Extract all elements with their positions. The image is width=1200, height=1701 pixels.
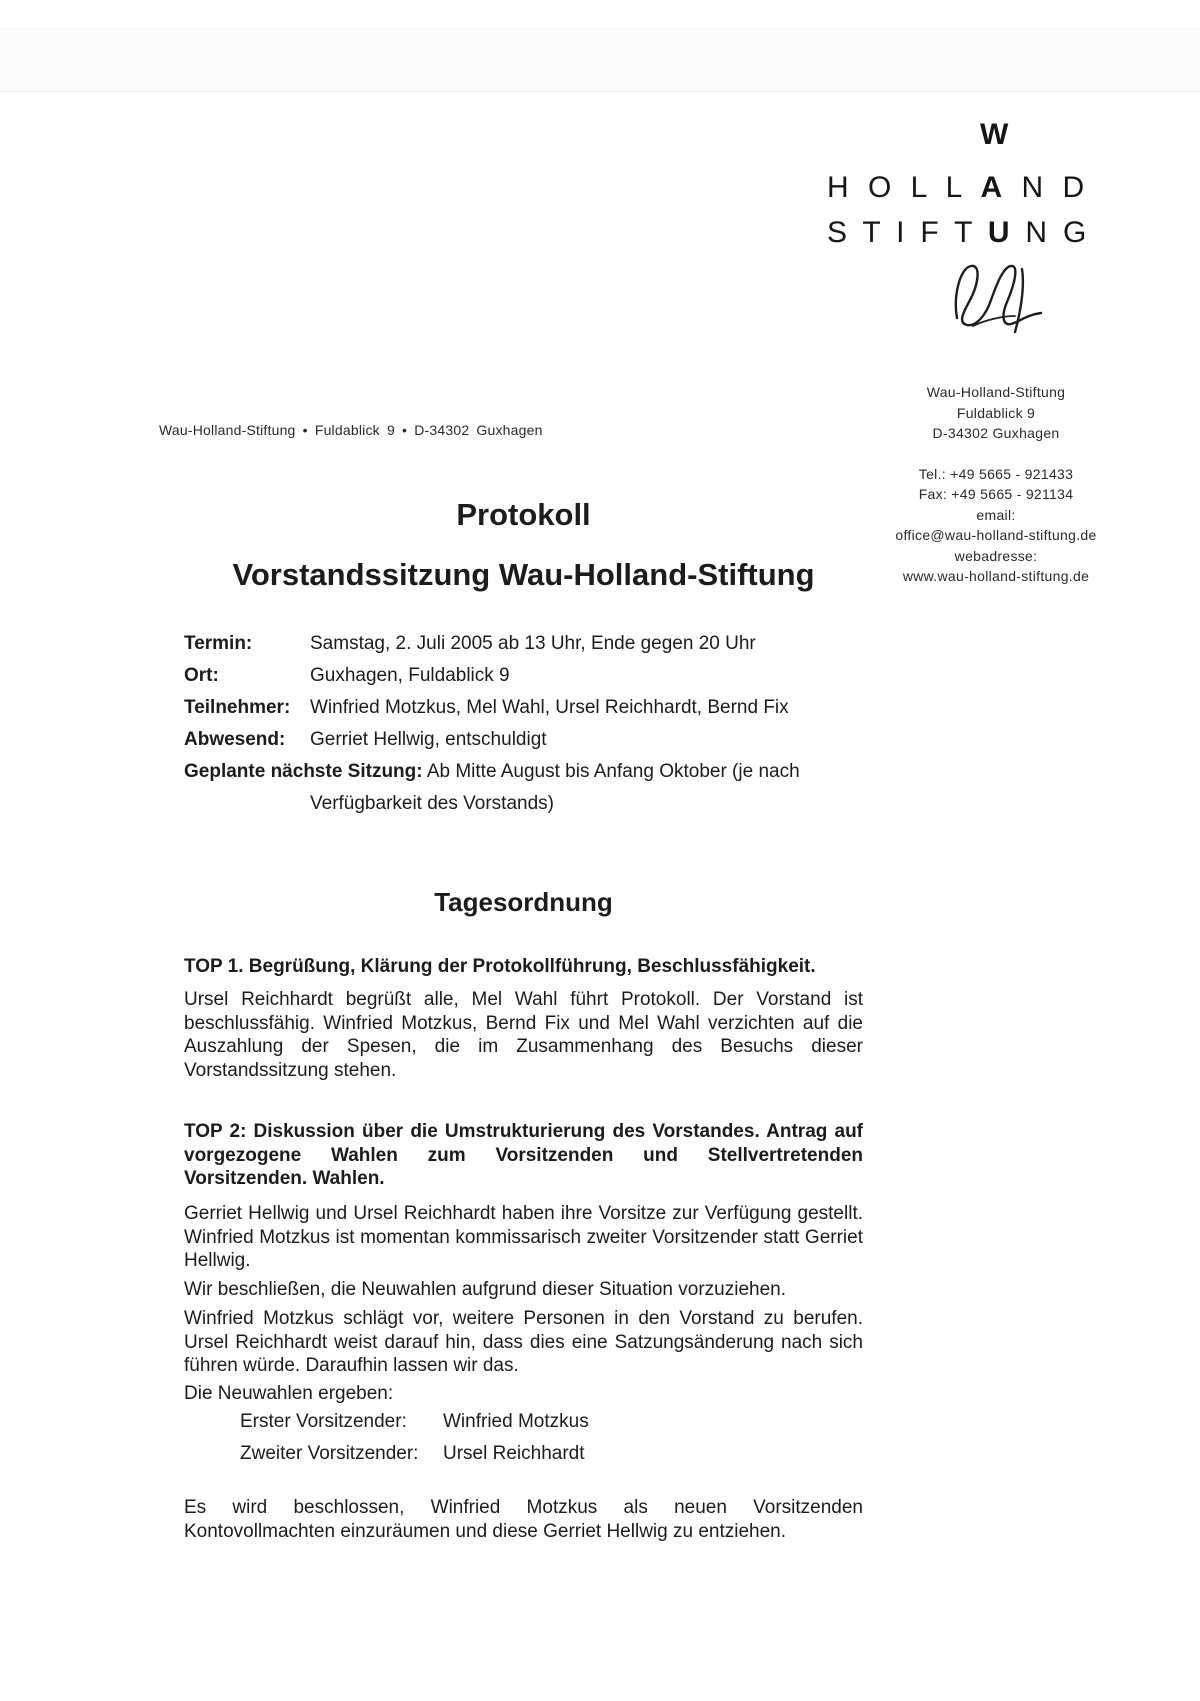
- top2-paragraph-4: Die Neuwahlen ergeben:: [184, 1383, 394, 1404]
- logo-line-w: W: [980, 118, 1009, 151]
- address-line: Fuldablick 9: [956, 404, 1036, 421]
- detail-value: Guxhagen, Fuldablick 9: [310, 665, 510, 686]
- top2-paragraph-1: Gerriet Hellwig und Ursel Reichhardt haben ihre Vorsitze zur Verfügung gestellt. Winfried Motzkus ist momentan kommissarisch zweiter Vorsitzender statt Gerriet Hellwig.: [184, 1203, 863, 1271]
- top1-heading: TOP 1. Begrüßung, Klärung der Protokollführung, Beschlussfähigkeit.: [184, 956, 816, 977]
- detail-row-termin: [184, 628, 863, 660]
- detail-label: Termin:: [184, 633, 253, 654]
- detail-label: Teilnehmer:: [184, 697, 291, 718]
- email-address: office@wau-holland-stiftung.de: [895, 527, 1097, 543]
- election-value: Winfried Motzkus: [443, 1411, 589, 1432]
- phone-line: Tel.: +49 5665 - 921433: [918, 465, 1074, 482]
- detail-row-abwesend: [184, 724, 863, 756]
- top2-paragraph-2: Wir beschließen, die Neuwahlen aufgrund dieser Situation vorzuziehen.: [184, 1279, 787, 1300]
- document-title: Protokoll: [456, 497, 591, 532]
- meeting-details: [184, 628, 863, 820]
- detail-value: Gerriet Hellwig, entschuldigt: [310, 729, 547, 750]
- election-row-second-chair: [240, 1438, 863, 1470]
- top2-paragraph-5: Es wird beschlossen, Winfried Motzkus als neuen Vorsitzenden Kontovollmachten einzuräumen und diese Gerriet Hellwig zu entziehen.: [184, 1497, 863, 1542]
- detail-value: Ab Mitte August bis Anfang Oktober (je nach Verfügbarkeit des Vorstands): [310, 761, 800, 814]
- detail-row-naechste-sitzung: [184, 756, 863, 820]
- logo-line-stiftung: S T I F T U N G: [827, 216, 1091, 249]
- detail-row-ort: [184, 660, 863, 692]
- detail-row-teilnehmer: [184, 692, 863, 724]
- top2-paragraph-3: Winfried Motzkus schlägt vor, weitere Personen in den Vorstand zu berufen. Ursel Reichhardt weist darauf hin, dass dies eine Satzungsänderung nach sich führen würde. Daraufhin lassen wir das.: [184, 1308, 863, 1376]
- detail-label: Ort:: [184, 665, 219, 686]
- signature-icon: [945, 256, 1045, 336]
- sender-line: Wau-Holland-Stiftung • Fuldablick 9 • D-34302 Guxhagen: [159, 422, 543, 438]
- email-label: email:: [976, 506, 1016, 523]
- election-label: Zweiter Vorsitzender:: [240, 1443, 419, 1464]
- address-block: [836, 382, 1156, 587]
- election-row-first-chair: [240, 1406, 863, 1438]
- document-subtitle: Vorstandssitzung Wau-Holland-Stiftung: [232, 557, 815, 592]
- election-value: Ursel Reichhardt: [443, 1443, 585, 1464]
- detail-value: Winfried Motzkus, Mel Wahl, Ursel Reichhardt, Bernd Fix: [310, 697, 789, 718]
- logo-line-holland: H O L L A N D: [827, 171, 1090, 204]
- detail-label: Geplante nächste Sitzung:: [184, 761, 423, 782]
- address-line: Wau-Holland-Stiftung: [926, 384, 1066, 400]
- agenda-heading: Tagesordnung: [434, 887, 613, 917]
- election-label: Erster Vorsitzender:: [240, 1411, 407, 1432]
- detail-label: Abwesend:: [184, 729, 286, 750]
- web-address: www.wau-holland-stiftung.de: [902, 568, 1090, 584]
- top2-heading: TOP 2: Diskussion über die Umstrukturierung des Vorstandes. Antrag auf vorgezogene Wahlen zum Vorsitzenden und Stellvertretenden Vorsitzenden. Wahlen.: [184, 1121, 863, 1189]
- top1-body: Ursel Reichhardt begrüßt alle, Mel Wahl führt Protokoll. Der Vorstand ist beschlussfähig. Winfried Motzkus, Bernd Fix und Mel Wahl verzichten auf die Auszahlung der Spesen, die im Zusammenhang des Besuchs dieser Vorstandssitzung stehen.: [184, 989, 863, 1081]
- fax-line: Fax: +49 5665 - 921134: [918, 486, 1074, 502]
- election-results: [184, 1406, 863, 1470]
- scan-artifact-band: [0, 28, 1200, 92]
- web-label: webadresse:: [954, 547, 1038, 564]
- address-line: D-34302 Guxhagen: [932, 425, 1060, 441]
- detail-value: Samstag, 2. Juli 2005 ab 13 Uhr, Ende gegen 20 Uhr: [310, 633, 756, 654]
